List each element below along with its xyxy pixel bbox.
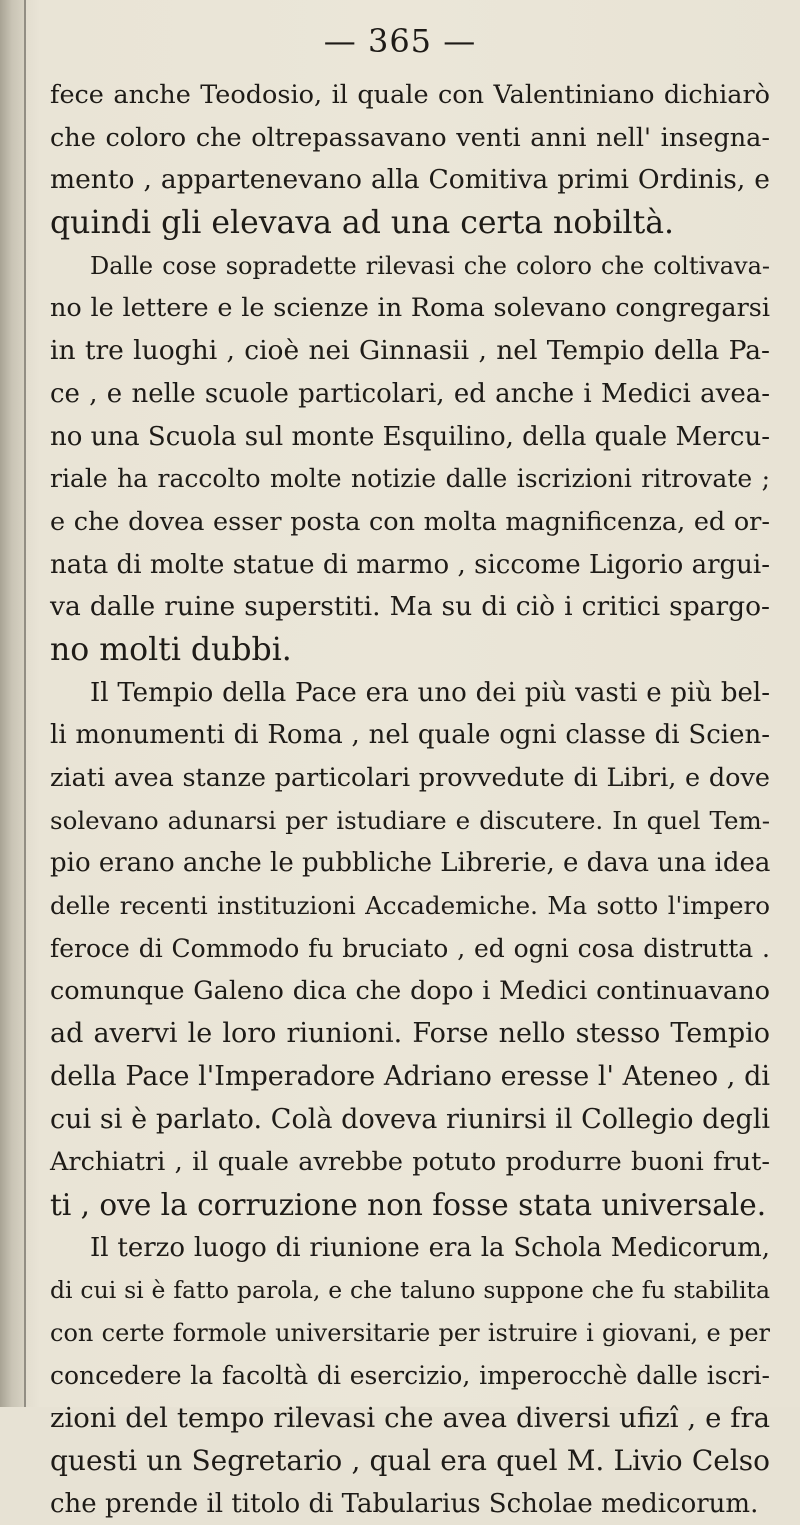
text-line: Dalle cose sopradette rilevasi che coloro che coltivava- [90, 251, 770, 280]
text-line: Il Tempio della Pace era uno dei più vasti e più bel- [90, 677, 770, 708]
text-line: in tre luoghi , cioè nei Ginnasii , nel Tempio della Pa- [50, 335, 770, 367]
text-line: li monumenti di Roma , nel quale ogni classe di Scien- [50, 720, 770, 751]
text-line: Archiatri , il quale avrebbe potuto produrre buoni frut- [50, 1147, 770, 1178]
text-line: fece anche Teodosio, il quale con Valentiniano dichiarò [50, 80, 770, 110]
text-line: e che dovea esser posta con molta magnificenza, ed or- [50, 506, 770, 537]
text-line: no molti dubbi. [50, 631, 292, 668]
text-line: riale ha raccolto molte notizie dalle iscrizioni ritrovate ; [50, 464, 770, 494]
text-line: feroce di Commodo fu bruciato , ed ogni cosa distrutta . [50, 933, 770, 963]
text-line: zioni del tempo rilevasi che avea diversi ufizî , e fra [50, 1402, 770, 1435]
text-line: che prende il titolo di Tabularius Scholae medicorum. [50, 1488, 759, 1519]
text-line: no una Scuola sul monte Esquilino, della quale Mercu- [50, 421, 770, 452]
text-line: questi un Segretario , qual era quel M. Livio Celso [50, 1444, 770, 1477]
text-line: di cui si è fatto parola, e che taluno suppone che fu stabilita [50, 1276, 770, 1305]
page-binding-shadow [0, 0, 26, 1407]
page-number-header: — 365 — [323, 22, 477, 60]
text-line: Il terzo luogo di riunione era la Schola Medicorum, [90, 1232, 770, 1263]
text-line: ad avervi le loro riunioni. Forse nello stesso Tempio [50, 1018, 770, 1050]
text-line: concedere la facoltà di esercizio, imperocchè dalle iscri- [50, 1360, 770, 1390]
text-line: ziati avea stanze particolari provvedute di Libri, e dove [50, 763, 770, 793]
text-line: no le lettere e le scienze in Roma solevano congregarsi [50, 293, 770, 324]
text-line: quindi gli elevava ad una certa nobiltà. [50, 205, 675, 242]
text-block [50, 74, 770, 1525]
text-line: solevano adunarsi per istudiare e discutere. In quel Tem- [50, 805, 770, 835]
text-line: con certe formole universitarie per istruire i giovani, e per [50, 1318, 770, 1347]
text-line: nata di molte statue di marmo , siccome Ligorio argui- [50, 549, 770, 580]
text-line: mento , appartenevano alla Comitiva primi Ordinis, e [50, 164, 770, 196]
text-line: pio erano anche le pubbliche Librerie, e dava una idea [50, 848, 771, 879]
text-line: va dalle ruine superstiti. Ma su di ciò i critici spargo- [50, 591, 770, 623]
text-line: ce , e nelle scuole particolari, ed anche i Medici avea- [50, 378, 770, 409]
margin-rule [24, 0, 26, 1407]
text-line: cui si è parlato. Colà doveva riunirsi il Collegio degli [50, 1103, 770, 1135]
text-line: delle recenti instituzioni Accademiche. Ma sotto l'impero [50, 891, 770, 921]
text-line: della Pace l'Imperadore Adriano eresse l' Ateneo , di [50, 1060, 770, 1092]
text-line: che coloro che oltrepassavano venti anni nell' insegna- [50, 122, 770, 153]
text-line: ti , ove la corruzione non fosse stata universale. [50, 1187, 767, 1222]
text-line: comunque Galeno dica che dopo i Medici continuavano [50, 976, 770, 1007]
